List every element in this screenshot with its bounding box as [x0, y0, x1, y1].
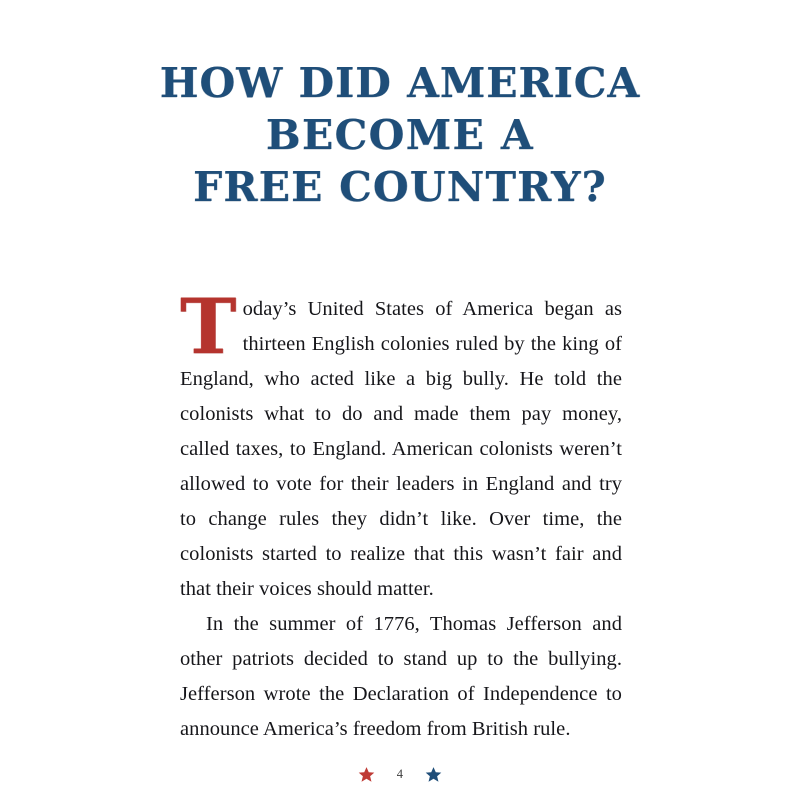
star-icon-red [358, 766, 375, 783]
page-title [90, 57, 710, 213]
page-footer [0, 766, 800, 783]
drop-cap: T [180, 282, 237, 371]
page-title-line-2: BECOME A [265, 111, 535, 160]
body-text-block [180, 282, 622, 747]
page-title-line-1: HOW DID AMERICA [159, 59, 641, 108]
paragraph-1-text: oday’s United States of America began as thirteen English colonies ruled by the king of England, who acted like a big bully. He told the colonists what to do and made them pay money, called taxes, to England. American colonists weren’t allowed to vote for their leaders in England and try to change rules they didn’t like. Over time, the colonists started to realize that this wasn’t fair and that their voices should matter. [180, 298, 622, 600]
page-title-line-3: FREE COUNTRY? [193, 163, 607, 212]
page-number: 4 [396, 767, 404, 781]
paragraph-2: In the summer of 1776, Thomas Jefferson and other patriots decided to stand up to the bullying. Jefferson wrote the Declaration of Independence to announce America’s freedom from British rule. [180, 613, 622, 740]
star-icon-blue [425, 766, 442, 783]
paragraph-1 [180, 282, 622, 607]
